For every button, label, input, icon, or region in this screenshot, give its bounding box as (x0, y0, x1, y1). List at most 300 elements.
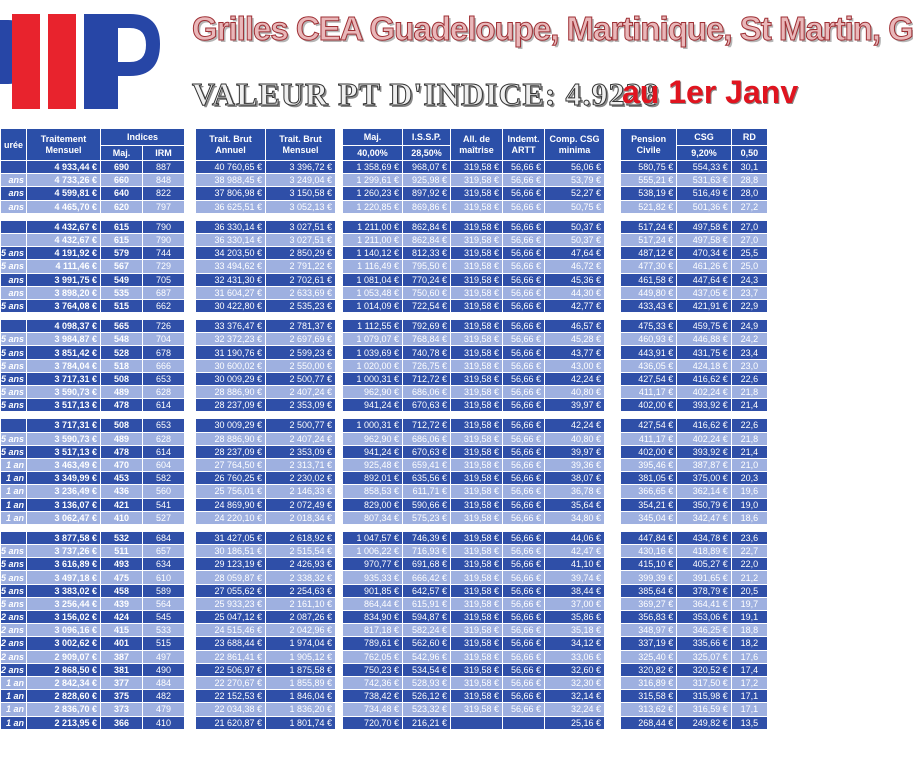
table-row (196, 531, 336, 544)
table-cell: 925,98 € (403, 174, 451, 187)
table-cell: 3 256,44 € (27, 597, 101, 610)
table-cell: 564 (143, 597, 185, 610)
table-cell: 32,24 € (545, 703, 605, 716)
table-cell: 531,63 € (677, 174, 732, 187)
group-spacer (621, 313, 768, 320)
table-cell: 424,18 € (677, 359, 732, 372)
table-cell: 691,68 € (403, 558, 451, 571)
table-row (196, 260, 336, 273)
table-cell: 24,3 (731, 273, 767, 286)
table-cell: 319,58 € (451, 558, 503, 571)
table-cell: 28 059,87 € (196, 571, 266, 584)
table-cell: 1 875,58 € (266, 663, 336, 676)
table-cell: 4 733,26 € (27, 174, 101, 187)
table-cell: 313,62 € (621, 703, 677, 716)
table-row (621, 650, 768, 663)
table-cell: 1 855,89 € (266, 676, 336, 689)
col-indemt-artt: Indemt. ARTT (503, 129, 545, 161)
table-cell: 2 213,95 € (27, 716, 101, 729)
table-cell: 555,21 € (621, 174, 677, 187)
table-row (621, 286, 768, 299)
col-pension-civile: Pension Civile (621, 129, 677, 161)
table-cell: 27,0 (731, 233, 767, 246)
table-cell: 22,6 (731, 372, 767, 385)
table-row (343, 299, 605, 312)
table-cell: 56,66 € (503, 187, 545, 200)
table-row (343, 445, 605, 458)
col-duree: urée (1, 129, 27, 161)
table-cell: 447,84 € (621, 531, 677, 544)
table-cell: 3 984,87 € (27, 333, 101, 346)
table-cell: 19,7 (731, 597, 767, 610)
table-cell: 22,6 (731, 419, 767, 432)
table-cell: 23,7 (731, 286, 767, 299)
table-cell: 864,44 € (343, 597, 403, 610)
table-cell: 28,0 (731, 187, 767, 200)
table-cell: 511 (101, 545, 143, 558)
group-spacer (621, 524, 768, 531)
table-cell: 470,34 € (677, 247, 732, 260)
table-cell: 517,24 € (621, 220, 677, 233)
table-row (621, 637, 768, 650)
table-row (196, 299, 336, 312)
table-cell: 37,00 € (545, 597, 605, 610)
table-cell: 42,47 € (545, 545, 605, 558)
table-cell: 387,87 € (677, 458, 732, 471)
table-row (621, 558, 768, 571)
table-cell: 1 an (1, 690, 27, 703)
table-row (1, 703, 185, 716)
table-cell: 2 313,71 € (266, 458, 336, 471)
table-cell: 516,49 € (677, 187, 732, 200)
table-cell: 21,4 (731, 445, 767, 458)
table-cell: 395,46 € (621, 458, 677, 471)
table-cell: 41,10 € (545, 558, 605, 571)
table-cell: 686,06 € (403, 432, 451, 445)
table-cell: 23 688,44 € (196, 637, 266, 650)
table-cell: 541 (143, 498, 185, 511)
table-cell: 316,59 € (677, 703, 732, 716)
table-row (621, 386, 768, 399)
table-row (621, 571, 768, 584)
table-cell: 319,58 € (451, 511, 503, 524)
col-brut-mensuel: Trait. Brut Mensuel (266, 129, 336, 161)
table-cell: 19,1 (731, 611, 767, 624)
table-cell: 729 (143, 260, 185, 273)
table-row (1, 624, 185, 637)
table-cell: 50,75 € (545, 200, 605, 213)
table-cell: 2 836,70 € (27, 703, 101, 716)
table-cell: 1 299,61 € (343, 174, 403, 187)
table-row (1, 320, 185, 333)
table-cell: 2 353,09 € (266, 445, 336, 458)
table-cell: 337,19 € (621, 637, 677, 650)
table-cell: 3 991,75 € (27, 273, 101, 286)
table-cell: ans (1, 174, 27, 187)
table-cell: 686,06 € (403, 386, 451, 399)
table-row (621, 458, 768, 471)
table-cell: ans (1, 200, 27, 213)
table-row (1, 333, 185, 346)
table-cell: 634 (143, 558, 185, 571)
table-cell: 3 590,73 € (27, 432, 101, 445)
table-row (196, 485, 336, 498)
table-cell: 1 006,22 € (343, 545, 403, 558)
col-issp: I.S.S.P. (403, 129, 451, 146)
table-row (196, 472, 336, 485)
group-spacer (196, 213, 336, 220)
table-cell: 34 203,50 € (196, 247, 266, 260)
table-cell: 897,92 € (403, 187, 451, 200)
table-cell: 560 (143, 485, 185, 498)
index-value-subtitle: VALEUR PT D'INDICE: 4.9228 (192, 76, 660, 112)
table-cell: 497,58 € (677, 233, 732, 246)
table-cell: 5 ans (1, 432, 27, 445)
col-all-maitrise: All. de maîtrise (451, 129, 503, 161)
table-cell: 43,77 € (545, 346, 605, 359)
group-spacer (343, 213, 605, 220)
table-cell: 27,2 (731, 200, 767, 213)
table-cell: 24,9 (731, 320, 767, 333)
table-row (343, 247, 605, 260)
table-cell: 377 (101, 676, 143, 689)
table-cell: 1 an (1, 458, 27, 471)
table-cell: 1 846,04 € (266, 690, 336, 703)
table-row (196, 320, 336, 333)
table-cell: 364,41 € (677, 597, 732, 610)
table-row (1, 676, 185, 689)
table-cell: 319,58 € (451, 372, 503, 385)
table-row (196, 372, 336, 385)
table-row (343, 458, 605, 471)
table-row (196, 498, 336, 511)
table-cell: 962,90 € (343, 432, 403, 445)
table-cell: 56,66 € (503, 445, 545, 458)
table-cell: 31 190,76 € (196, 346, 266, 359)
col-rds-rate: 0,50 (731, 146, 767, 161)
table-cell: 3 616,89 € (27, 558, 101, 571)
table-cell: 690 (101, 161, 143, 174)
table-cell: 1 an (1, 676, 27, 689)
table-cell: 2 633,69 € (266, 286, 336, 299)
table-row (621, 545, 768, 558)
table-row (1, 690, 185, 703)
table-cell: 3 383,02 € (27, 584, 101, 597)
table-row (621, 161, 768, 174)
table-cell: 1 020,00 € (343, 359, 403, 372)
logo-text: PIP (0, 14, 2, 15)
table-cell: 42,24 € (545, 419, 605, 432)
table-cell: 3 784,04 € (27, 359, 101, 372)
table-cell: 1 140,12 € (343, 247, 403, 260)
table-cell: 354,21 € (621, 498, 677, 511)
table-row (343, 419, 605, 432)
table-cell: 434,78 € (677, 531, 732, 544)
table-row (196, 558, 336, 571)
table-cell: 935,33 € (343, 571, 403, 584)
table-cell: 615 (101, 220, 143, 233)
table-cell: 458 (101, 584, 143, 597)
table-cell: 56,66 € (503, 174, 545, 187)
table-cell: 970,77 € (343, 558, 403, 571)
table-cell: 4 599,81 € (27, 187, 101, 200)
table-cell: 25 047,12 € (196, 611, 266, 624)
table-cell: 22 270,67 € (196, 676, 266, 689)
table-cell: 2 828,60 € (27, 690, 101, 703)
table-cell: 746,39 € (403, 531, 451, 544)
table-cell: 478 (101, 399, 143, 412)
table-cell: 1 358,69 € (343, 161, 403, 174)
table-cell: 418,89 € (677, 545, 732, 558)
table-row (343, 663, 605, 676)
table-cell: 378,79 € (677, 584, 732, 597)
table-cell: 25,0 (731, 260, 767, 273)
table-cell: 316,89 € (621, 676, 677, 689)
table-cell: 32 372,23 € (196, 333, 266, 346)
table-cell: ans (1, 286, 27, 299)
table-cell: 5 ans (1, 545, 27, 558)
table-cell: 542,96 € (403, 650, 451, 663)
table-row (343, 399, 605, 412)
table-cell: 20,5 (731, 584, 767, 597)
table-row (621, 597, 768, 610)
table-cell: 3 764,08 € (27, 299, 101, 312)
table-row (1, 432, 185, 445)
table-cell: 17,1 (731, 703, 767, 716)
table-cell: 410 (143, 716, 185, 729)
table-row (621, 233, 768, 246)
table-indemnites (342, 128, 605, 730)
group-spacer (196, 524, 336, 531)
table-cell: 545 (143, 611, 185, 624)
table-row (1, 531, 185, 544)
table-row (621, 247, 768, 260)
table-cell: 742,36 € (343, 676, 403, 689)
table-cell: 582,24 € (403, 624, 451, 637)
table-cell: 23,6 (731, 531, 767, 544)
table-row (621, 663, 768, 676)
table-cell: 3 236,49 € (27, 485, 101, 498)
table-row (196, 584, 336, 597)
table-row (621, 299, 768, 312)
table-cell: 56,66 € (503, 571, 545, 584)
table-cell: 21 620,87 € (196, 716, 266, 729)
table-cell: 1 801,74 € (266, 716, 336, 729)
table-cell: 1 an (1, 511, 27, 524)
table-cell: 56,66 € (503, 545, 545, 558)
table-cell: 21,4 (731, 399, 767, 412)
table-cell: 402,00 € (621, 399, 677, 412)
table-cell: 362,14 € (677, 485, 732, 498)
col-csg: CSG (677, 129, 732, 146)
table-cell: 320,52 € (677, 663, 732, 676)
table-cell: 346,25 € (677, 624, 732, 637)
table-cell: 319,58 € (451, 273, 503, 286)
table-cell: 446,88 € (677, 333, 732, 346)
table-cell: 56,66 € (503, 299, 545, 312)
table-cell: 5 ans (1, 333, 27, 346)
table-cell: 32 431,30 € (196, 273, 266, 286)
table-cell: 684 (143, 531, 185, 544)
table-cell: 659,41 € (403, 458, 451, 471)
table-row (343, 346, 605, 359)
table-cell: 18,6 (731, 511, 767, 524)
table-row (621, 346, 768, 359)
table-cell: 342,47 € (677, 511, 732, 524)
table-cell: 528 (101, 346, 143, 359)
table-cell: 315,98 € (677, 690, 732, 703)
table-row (621, 187, 768, 200)
table-cell: 614 (143, 399, 185, 412)
table-cell: 36 625,51 € (196, 200, 266, 213)
table-cell: 27,0 (731, 220, 767, 233)
table-cell: 17,6 (731, 650, 767, 663)
table-cell: 1 an (1, 485, 27, 498)
table-cell: 589 (143, 584, 185, 597)
table-cell: 319,58 € (451, 637, 503, 650)
table-row (196, 663, 336, 676)
table-row (1, 161, 185, 174)
table-cell: 44,30 € (545, 286, 605, 299)
table-cell: 869,86 € (403, 200, 451, 213)
table-cell: 2 791,22 € (266, 260, 336, 273)
table-row (1, 472, 185, 485)
table-cell: 666,42 € (403, 571, 451, 584)
table-row (343, 233, 605, 246)
table-cell: 534,54 € (403, 663, 451, 676)
table-cell: 21,2 (731, 571, 767, 584)
table-cell: 797 (143, 200, 185, 213)
table-cell: 31 604,27 € (196, 286, 266, 299)
table-cell: 319,58 € (451, 485, 503, 498)
table-cell: 56,66 € (503, 676, 545, 689)
table-cell: 532 (101, 531, 143, 544)
table-cell: 19,6 (731, 485, 767, 498)
table-cell: 24,2 (731, 333, 767, 346)
table-cell: 22 506,97 € (196, 663, 266, 676)
table-cell: 319,58 € (451, 260, 503, 273)
table-cell: 56,66 € (503, 597, 545, 610)
table-cell: 580,75 € (621, 161, 677, 174)
table-cell: 56,66 € (503, 260, 545, 273)
table-cell: 3 002,62 € (27, 637, 101, 650)
table-row (1, 200, 185, 213)
table-row (196, 458, 336, 471)
table-cell: 56,66 € (503, 663, 545, 676)
table-cell: 716,93 € (403, 545, 451, 558)
table-cell: 20,3 (731, 472, 767, 485)
table-cell: 33,06 € (545, 650, 605, 663)
col-brut-annuel: Trait. Brut Annuel (196, 129, 266, 161)
table-cell: 2 909,07 € (27, 650, 101, 663)
table-row (196, 174, 336, 187)
table-cell: 56,66 € (503, 531, 545, 544)
table-cell: 433,43 € (621, 299, 677, 312)
table-cell: 21,0 (731, 458, 767, 471)
table-cell: 431,75 € (677, 346, 732, 359)
table-cell: 892,01 € (343, 472, 403, 485)
table-row (1, 233, 185, 246)
table-cell: 670,63 € (403, 445, 451, 458)
table-cell: 25,5 (731, 247, 767, 260)
table-cell: 1 081,04 € (343, 273, 403, 286)
table-cell: 385,64 € (621, 584, 677, 597)
table-cell: 4 111,46 € (27, 260, 101, 273)
table-cell: 33 376,47 € (196, 320, 266, 333)
table-row (621, 399, 768, 412)
table-row (621, 359, 768, 372)
table-cell: 662 (143, 299, 185, 312)
table-row (196, 399, 336, 412)
table-cell: 22 152,53 € (196, 690, 266, 703)
table-row (621, 472, 768, 485)
table-cell: 822 (143, 187, 185, 200)
table-cell: 2 087,26 € (266, 611, 336, 624)
table-salary-indices (0, 128, 185, 730)
table-cell: 56,66 € (503, 650, 545, 663)
table-cell: 439 (101, 597, 143, 610)
table-cell: 5 ans (1, 584, 27, 597)
table-row (1, 359, 185, 372)
table-cell: 25,16 € (545, 716, 605, 729)
table-cell: 3 136,07 € (27, 498, 101, 511)
table-cell: 421,91 € (677, 299, 732, 312)
table-row (1, 637, 185, 650)
table-row (1, 485, 185, 498)
table-cell: 319,58 € (451, 161, 503, 174)
table-cell: 5 ans (1, 558, 27, 571)
table-row (343, 432, 605, 445)
table-cell: 35,86 € (545, 611, 605, 624)
table-cell: 319,58 € (451, 676, 503, 689)
table-row (343, 690, 605, 703)
table-cell: 36,78 € (545, 485, 605, 498)
logo-bar-red (12, 14, 40, 109)
table-row (343, 545, 605, 558)
table-cell: 5 ans (1, 372, 27, 385)
table-row (343, 558, 605, 571)
table-cell: 17,4 (731, 663, 767, 676)
table-cell: 477,30 € (621, 260, 677, 273)
table-cell: 2 042,96 € (266, 624, 336, 637)
table-cell: 554,33 € (677, 161, 732, 174)
table-cell: 2 535,23 € (266, 299, 336, 312)
table-cell: 35,18 € (545, 624, 605, 637)
table-cell: 402,00 € (621, 445, 677, 458)
table-cell: 3 156,02 € (27, 611, 101, 624)
table-cell: 687 (143, 286, 185, 299)
table-row (1, 650, 185, 663)
table-cell: 319,58 € (451, 571, 503, 584)
table-row (1, 247, 185, 260)
table-cell: 436 (101, 485, 143, 498)
table-cell: 56,66 € (503, 286, 545, 299)
table-cell: 27 055,62 € (196, 584, 266, 597)
table-cell: 5 ans (1, 247, 27, 260)
table-cell: 35,64 € (545, 498, 605, 511)
table-row (621, 260, 768, 273)
table-row (343, 260, 605, 273)
table-row (621, 445, 768, 458)
table-cell: 2 407,24 € (266, 386, 336, 399)
table-cell: 38,44 € (545, 584, 605, 597)
col-csg-rate: 9,20% (677, 146, 732, 161)
table-cell: 3 463,49 € (27, 458, 101, 471)
table-cell: 610 (143, 571, 185, 584)
table-cell: 31 427,05 € (196, 531, 266, 544)
table-cell: 33 494,62 € (196, 260, 266, 273)
table-retenues (620, 128, 768, 730)
